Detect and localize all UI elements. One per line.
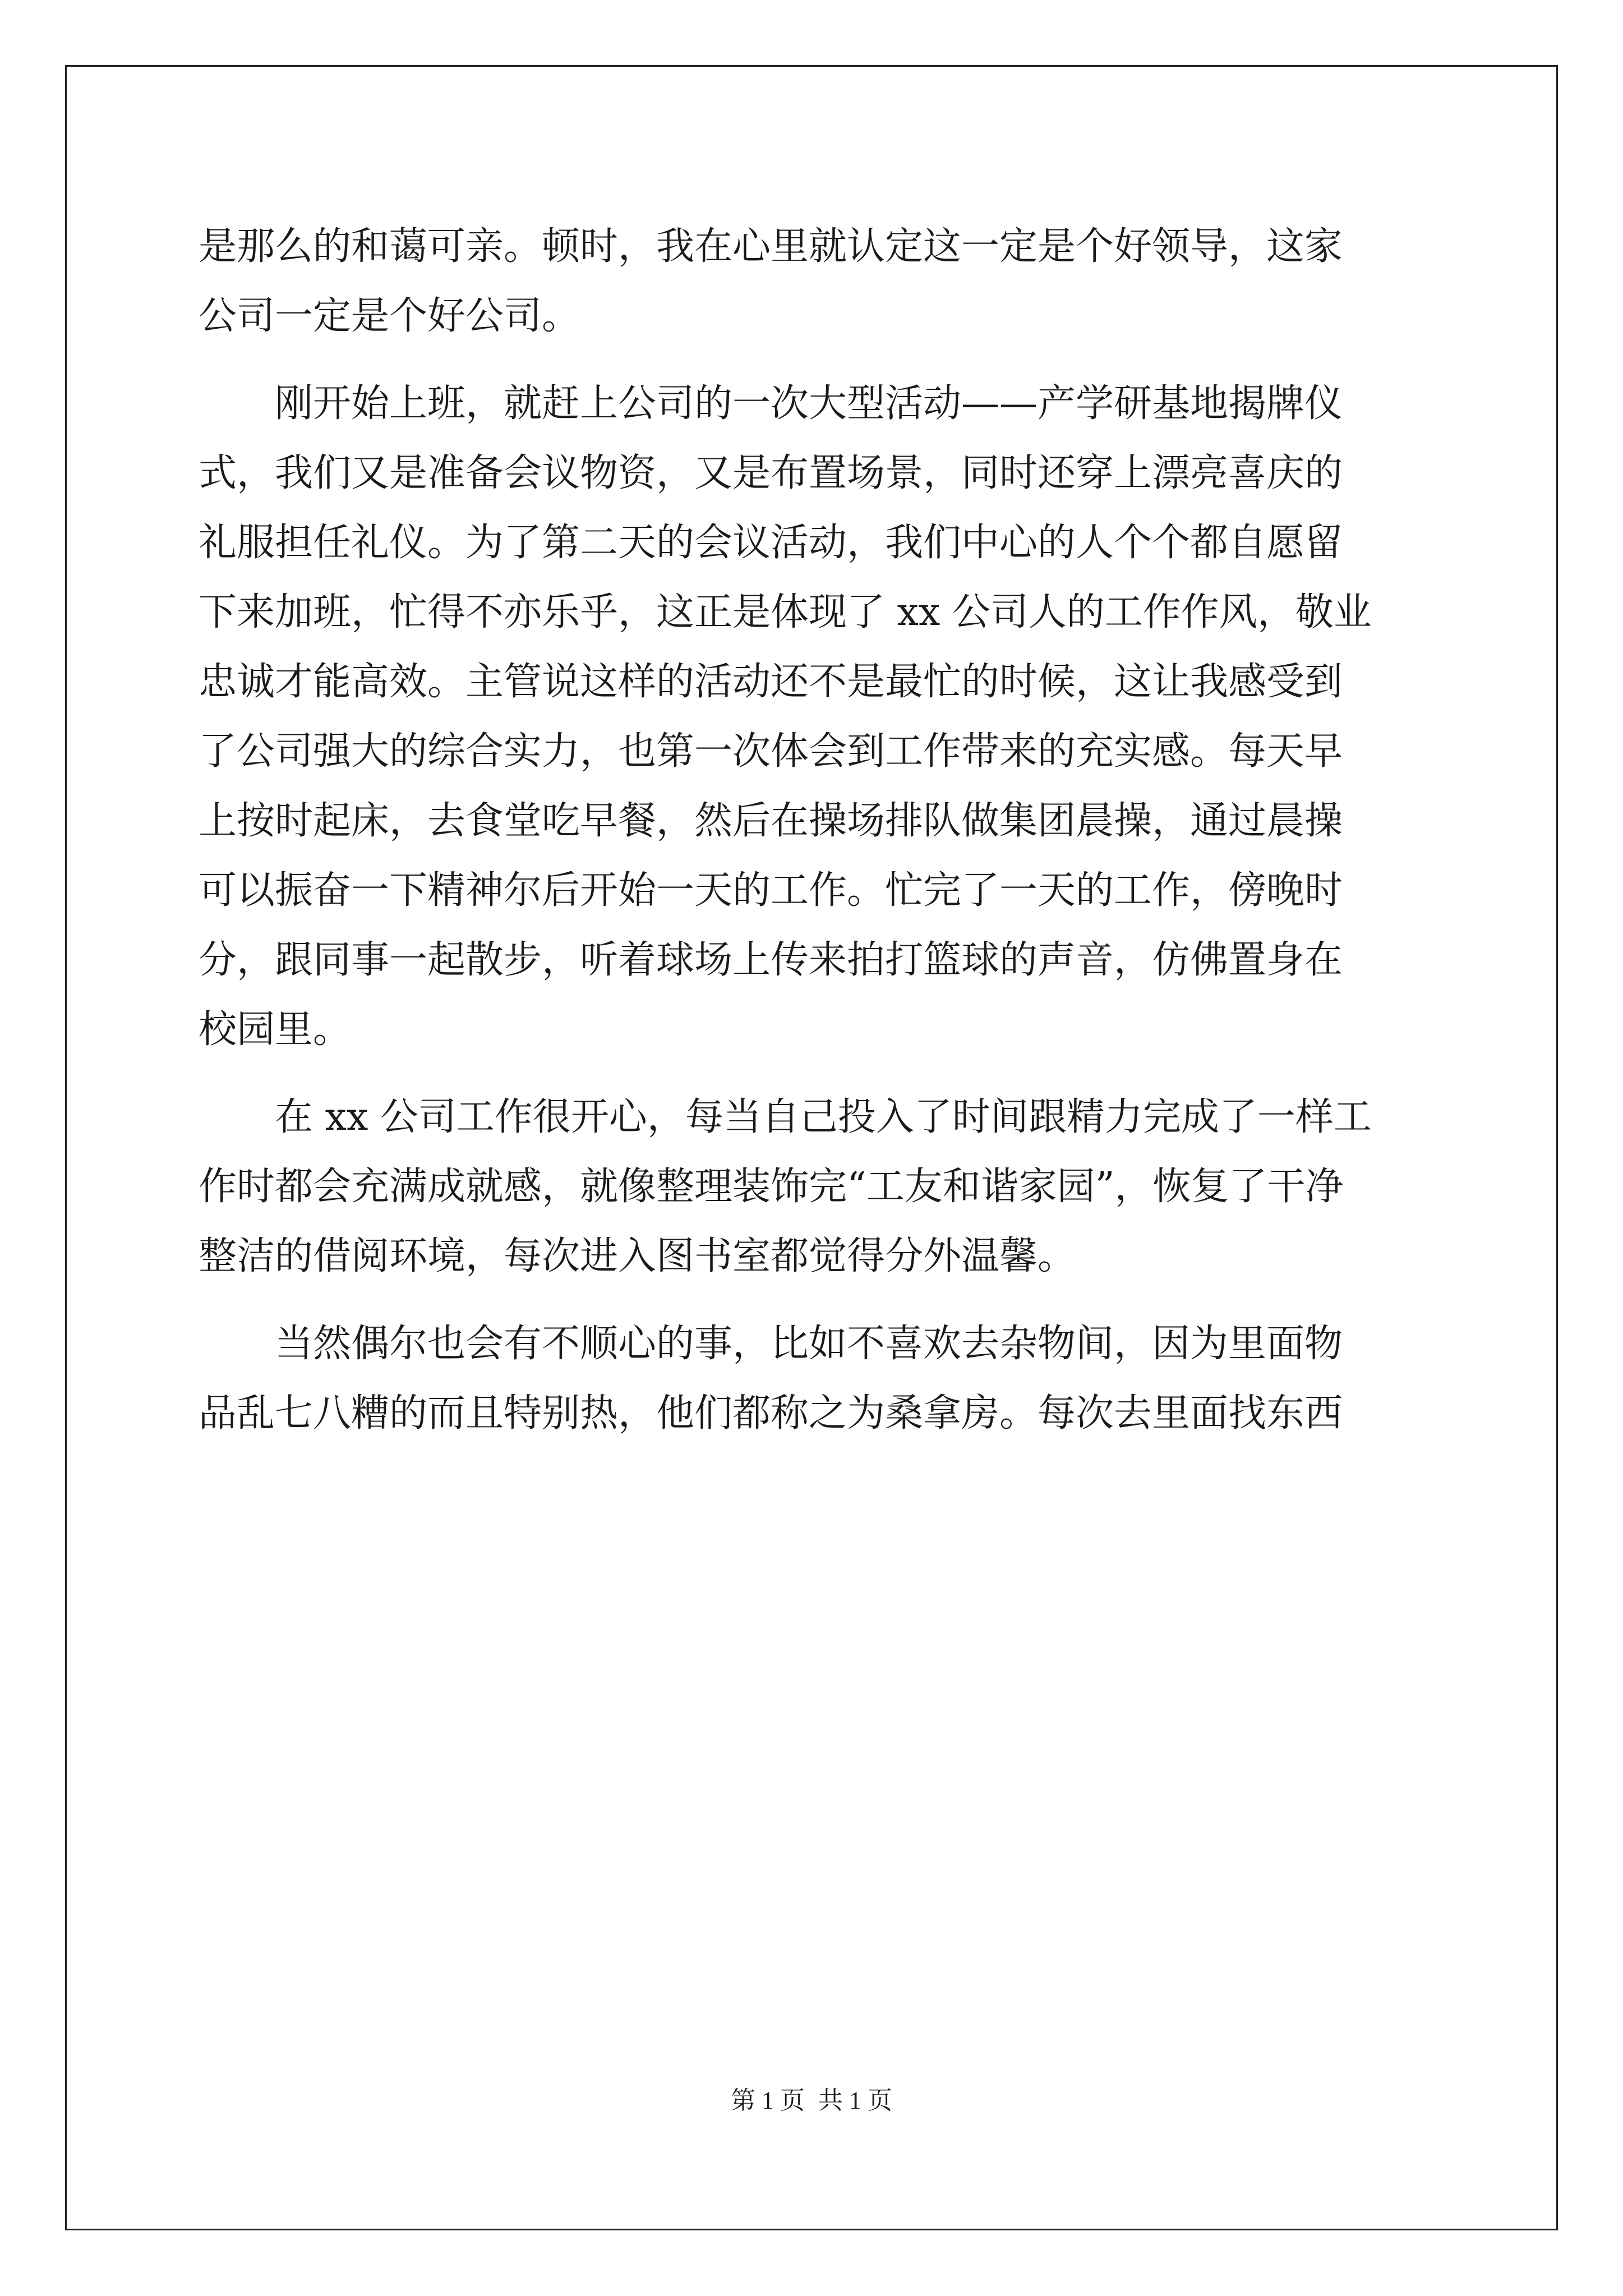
text-line: 整洁的借阅环境，每次进入图书室都觉得分外温馨。 bbox=[199, 1234, 1076, 1278]
text-line: 忠诚才能高效。主管说这样的活动还不是最忙的时候，这让我感受到 bbox=[199, 660, 1343, 704]
text-line: 礼服担任礼仪。为了第二天的会议活动，我们中心的人个个都自愿留 bbox=[199, 521, 1343, 565]
page-footer bbox=[0, 2084, 1623, 2118]
text-line: 公司一定是个好公司。 bbox=[199, 294, 580, 338]
text-line: 是那么的和蔼可亲。顿时，我在心里就认定这一定是个好领导，这家 bbox=[199, 224, 1343, 269]
text-line: 上按时起床，去食堂吃早餐，然后在操场排队做集团晨操，通过晨操 bbox=[199, 799, 1343, 843]
paragraph-first-line: 刚开始上班，就赶上公司的一次大型活动——产学研基地揭牌仪 bbox=[275, 381, 1343, 426]
text-line: 式，我们又是准备会议物资，又是布置场景，同时还穿上漂亮喜庆的 bbox=[199, 451, 1343, 495]
paragraph-first-line: 在 xx 公司工作很开心，每当自己投入了时间跟精力完成了一样工 bbox=[275, 1095, 1372, 1139]
text-line: 下来加班，忙得不亦乐乎，这正是体现了 xx 公司人的工作作风，敬业 bbox=[199, 590, 1372, 634]
text-line: 品乱七八糟的而且特别热，他们都称之为桑拿房。每次去里面找东西 bbox=[199, 1391, 1343, 1435]
text-line: 作时都会充满成就感，就像整理装饰完“工友和谐家园”，恢复了干净 bbox=[199, 1165, 1344, 1209]
text-line: 分，跟同事一起散步，听着球场上传来拍打篮球的声音，仿佛置身在 bbox=[199, 938, 1343, 982]
text-line: 了公司强大的综合实力，也第一次体会到工作带来的充实感。每天早 bbox=[199, 729, 1343, 774]
paragraph-first-line: 当然偶尔也会有不顺心的事，比如不喜欢去杂物间，因为里面物 bbox=[275, 1322, 1343, 1366]
page-total: 共 1 页 bbox=[818, 2087, 892, 2114]
text-line: 校园里。 bbox=[199, 1007, 352, 1052]
text-line: 可以振奋一下精神尔后开始一天的工作。忙完了一天的工作，傍晚时 bbox=[199, 868, 1343, 913]
page-number: 第 1 页 bbox=[731, 2087, 805, 2114]
